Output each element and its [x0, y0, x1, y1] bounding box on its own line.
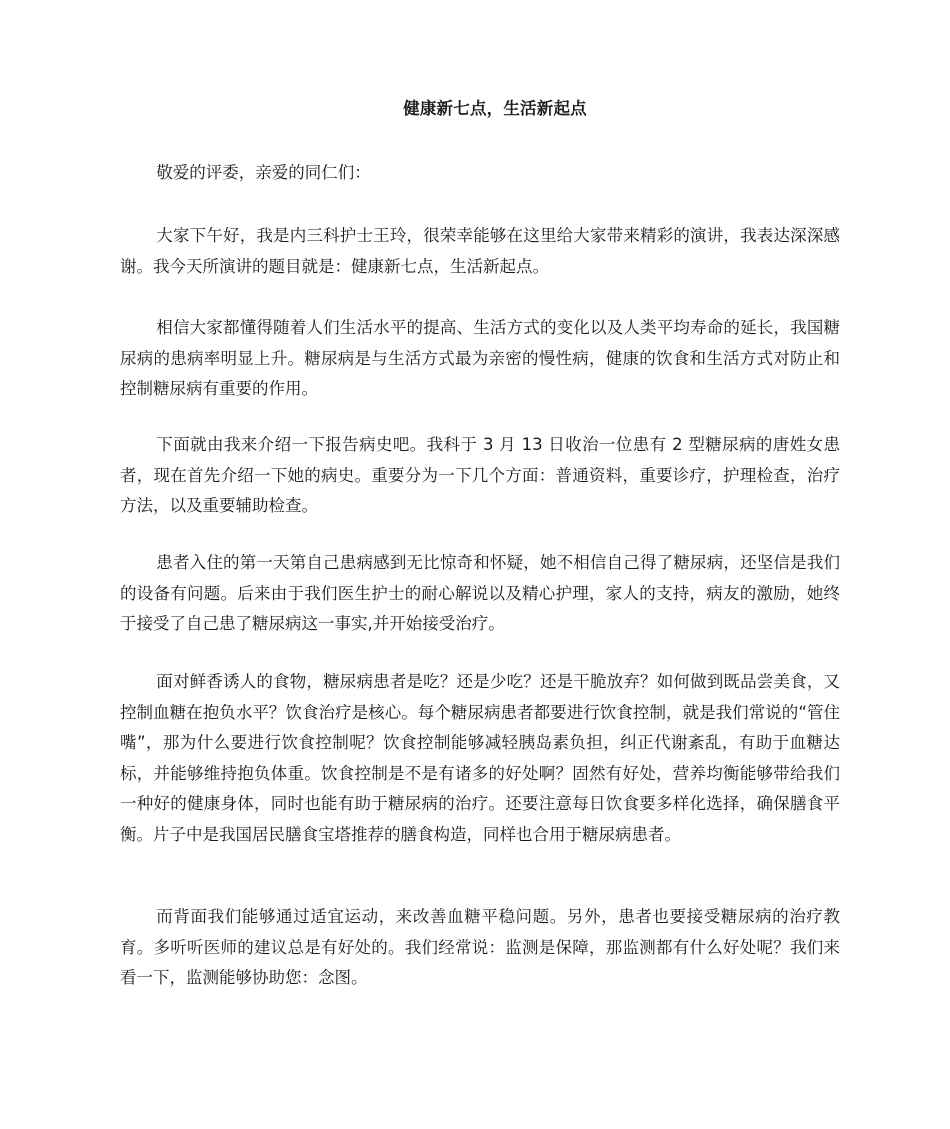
paragraph-diet-control: 面对鲜香诱人的食物，糖尿病患者是吃？还是少吃？还是干脆放弃？如何做到既品尝美食，又控制血糖在抱负水平？饮食治疗是核心。每个糖尿病患者都要进行饮食控制，就是我们常说的“管住嘴”，那为什么要进行饮食控制呢？饮食控制能够减轻胰岛素负担，纠正代谢紊乱，有助于血糖达标，并能够维持抱负体重。饮食控制是不是有诸多的好处啊？固然有好处，营养均衡能够带给我们一种好的健康身体，同时也能有助于糖尿病的治疗。还要注意每日饮食要多样化选择，确保膳食平衡。片子中是我国居民膳食宝塔推荐的膳食构造，同样也合用于糖尿病患者。	[120, 672, 840, 844]
paragraph-background: 相信大家都懂得随着人们生活水平的提高、生活方式的变化以及人类平均寿命的延长，我国糖尿病的患病率明显上升。糖尿病是与生活方式最为亲密的慢性病，健康的饮食和生活方式对防止和控制糖尿病有重要的作用。	[120, 318, 840, 398]
document-title: 健康新七点，生活新起点	[403, 99, 587, 118]
paragraph-greeting: 大家下午好，我是内三科护士王玲，很荣幸能够在这里给大家带来精彩的演讲，我表达深深感谢。我今天所演讲的题目就是：健康新七点，生活新起点。	[120, 226, 840, 276]
paragraph-exercise-monitoring: 而背面我们能够通过适宜运动，来改善血糖平稳问题。另外，患者也要接受糖尿病的治疗教育。多听听医师的建议总是有好处的。我们经常说：监测是保障，那监测都有什么好处呢？我们来看一下，监测能够协助您：念图。	[120, 907, 840, 987]
paragraph-patient-reaction: 患者入住的第一天第自己患病感到无比惊奇和怀疑，她不相信自己得了糖尿病，还坚信是我们的设备有问题。后来由于我们医生护士的耐心解说以及精心护理，家人的支持，病友的激励，她终于接受了自己患了糖尿病这一事实,并开始接受治疗。	[120, 553, 840, 633]
paragraph-case-intro: 下面就由我来介绍一下报告病史吧。我科于 3 月 13 日收治一位患有 2 型糖尿病的唐姓女患者，现在首先介绍一下她的病史。重要分为一下几个方面：普通资料，重要诊疗，护理检查，治疗方法，以及重要辅助检查。	[120, 435, 840, 515]
paragraph-salutation: 敬爱的评委，亲爱的同仁们：	[156, 163, 371, 182]
